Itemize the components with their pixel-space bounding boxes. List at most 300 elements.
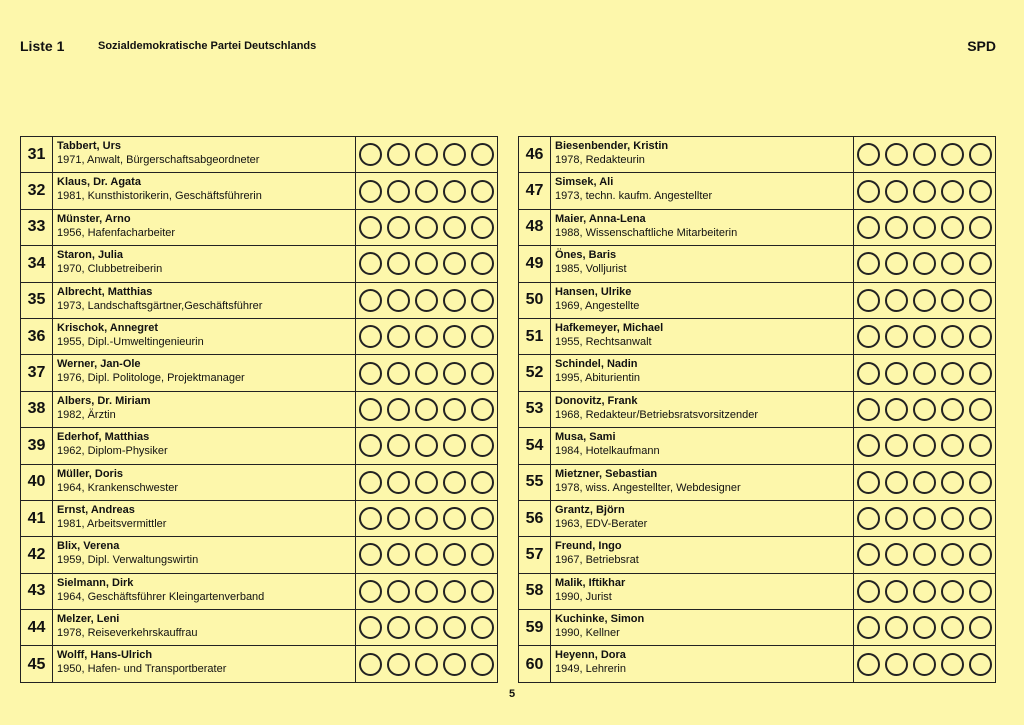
candidate-row <box>21 465 497 501</box>
vote-circles <box>356 319 497 354</box>
vote-circle[interactable] <box>969 362 992 385</box>
candidate-row <box>519 173 995 209</box>
vote-circle[interactable] <box>885 252 908 275</box>
vote-circle[interactable] <box>415 398 438 421</box>
vote-circle[interactable] <box>913 252 936 275</box>
vote-circle[interactable] <box>857 289 880 312</box>
candidate-name: Albrecht, Matthias <box>57 285 153 298</box>
vote-circle[interactable] <box>913 216 936 239</box>
candidate-info <box>53 173 356 208</box>
candidate-name: Freund, Ingo <box>555 540 622 553</box>
vote-circles <box>854 283 995 318</box>
vote-circles <box>356 173 497 208</box>
vote-circle[interactable] <box>415 471 438 494</box>
candidate-name: Müller, Doris <box>57 467 124 480</box>
vote-circle[interactable] <box>885 616 908 639</box>
vote-circles <box>854 173 995 208</box>
candidate-details: 1990, Kellner <box>555 627 620 640</box>
candidate-row <box>519 392 995 428</box>
party-abbreviation: SPD <box>967 38 996 54</box>
vote-circle[interactable] <box>913 543 936 566</box>
candidate-details: 1988, Wissenschaftliche Mitarbeiterin <box>555 226 738 239</box>
vote-circle[interactable] <box>471 398 494 421</box>
vote-circle[interactable] <box>415 543 438 566</box>
vote-circle[interactable] <box>913 616 936 639</box>
candidate-details: 1985, Volljurist <box>555 263 627 276</box>
candidate-number: 47 <box>519 173 551 208</box>
vote-circles <box>854 392 995 427</box>
vote-circle[interactable] <box>885 325 908 348</box>
vote-circle[interactable] <box>471 434 494 457</box>
vote-circle[interactable] <box>471 180 494 203</box>
candidate-number: 53 <box>519 392 551 427</box>
candidate-number: 45 <box>21 646 53 682</box>
vote-circle[interactable] <box>941 180 964 203</box>
vote-circle[interactable] <box>857 471 880 494</box>
candidate-details: 1950, Hafen- und Transportberater <box>57 663 227 676</box>
vote-circle[interactable] <box>471 471 494 494</box>
candidate-name: Malik, Iftikhar <box>555 576 626 589</box>
candidate-details: 1964, Geschäftsführer Kleingartenverband <box>57 590 265 603</box>
vote-circle[interactable] <box>359 362 382 385</box>
candidate-row <box>21 646 497 682</box>
vote-circle[interactable] <box>885 507 908 530</box>
vote-circle[interactable] <box>443 362 466 385</box>
vote-circle[interactable] <box>885 653 908 676</box>
vote-circle[interactable] <box>941 471 964 494</box>
vote-circle[interactable] <box>913 580 936 603</box>
vote-circle[interactable] <box>359 580 382 603</box>
candidate-name: Schindel, Nadin <box>555 358 638 371</box>
vote-circle[interactable] <box>359 398 382 421</box>
vote-circles <box>854 246 995 281</box>
vote-circle[interactable] <box>359 543 382 566</box>
vote-circle[interactable] <box>387 507 410 530</box>
vote-circle[interactable] <box>471 507 494 530</box>
candidate-number: 44 <box>21 610 53 645</box>
candidate-details: 1970, Clubbetreiberin <box>57 263 163 276</box>
candidate-details: 1964, Krankenschwester <box>57 481 179 494</box>
candidate-row <box>519 319 995 355</box>
vote-circles <box>356 283 497 318</box>
vote-circle[interactable] <box>857 216 880 239</box>
vote-circle[interactable] <box>415 252 438 275</box>
vote-circles <box>356 428 497 463</box>
vote-circle[interactable] <box>415 362 438 385</box>
candidate-row <box>519 137 995 173</box>
candidate-details: 1969, Angestellte <box>555 299 640 312</box>
candidate-info <box>53 392 356 427</box>
vote-circle[interactable] <box>913 143 936 166</box>
vote-circle[interactable] <box>415 507 438 530</box>
vote-circle[interactable] <box>471 543 494 566</box>
candidate-info <box>551 355 854 390</box>
vote-circle[interactable] <box>359 216 382 239</box>
vote-circle[interactable] <box>359 507 382 530</box>
candidate-row <box>21 610 497 646</box>
candidate-name: Krischok, Annegret <box>57 321 159 334</box>
candidate-name: Simsek, Ali <box>555 176 614 189</box>
vote-circle[interactable] <box>471 289 494 312</box>
vote-circle[interactable] <box>941 616 964 639</box>
vote-circle[interactable] <box>857 653 880 676</box>
vote-circle[interactable] <box>471 616 494 639</box>
vote-circle[interactable] <box>443 507 466 530</box>
candidate-info <box>53 246 356 281</box>
vote-circles <box>356 537 497 572</box>
candidate-row <box>21 210 497 246</box>
vote-circle[interactable] <box>941 507 964 530</box>
vote-circles <box>854 210 995 245</box>
vote-circle[interactable] <box>443 543 466 566</box>
candidate-name: Mietzner, Sebastian <box>555 467 658 480</box>
candidate-row <box>21 246 497 282</box>
candidate-table-right <box>518 136 996 683</box>
vote-circle[interactable] <box>941 325 964 348</box>
candidate-name: Ernst, Andreas <box>57 503 135 516</box>
vote-circle[interactable] <box>359 653 382 676</box>
candidate-details: 1949, Lehrerin <box>555 663 626 676</box>
candidate-info <box>551 137 854 172</box>
candidate-info <box>53 355 356 390</box>
candidate-name: Musa, Sami <box>555 431 616 444</box>
vote-circles <box>356 574 497 609</box>
candidate-number: 38 <box>21 392 53 427</box>
party-name: Sozialdemokratische Partei Deutschlands <box>98 40 317 52</box>
vote-circles <box>356 465 497 500</box>
vote-circle[interactable] <box>857 398 880 421</box>
candidate-name: Hafkemeyer, Michael <box>555 321 664 334</box>
candidate-info <box>53 465 356 500</box>
vote-circle[interactable] <box>415 580 438 603</box>
candidate-info <box>551 210 854 245</box>
candidate-details: 1971, Anwalt, Bürgerschaftsabgeordneter <box>57 154 260 166</box>
candidate-row <box>21 537 497 573</box>
candidate-name: Blix, Verena <box>57 540 120 553</box>
candidate-name: Heyenn, Dora <box>555 649 626 662</box>
candidate-name: Tabbert, Urs <box>57 140 121 152</box>
candidate-name: Wolff, Hans-Ulrich <box>57 649 153 662</box>
candidate-name: Klaus, Dr. Agata <box>57 176 141 189</box>
vote-circle[interactable] <box>387 580 410 603</box>
candidate-info <box>53 537 356 572</box>
candidate-details: 1973, techn. kaufm. Angestellter <box>555 190 713 203</box>
vote-circle[interactable] <box>387 252 410 275</box>
vote-circle[interactable] <box>471 362 494 385</box>
vote-circle[interactable] <box>387 289 410 312</box>
vote-circle[interactable] <box>857 362 880 385</box>
candidate-number: 49 <box>519 246 551 281</box>
vote-circles <box>854 319 995 354</box>
candidate-number: 36 <box>21 319 53 354</box>
vote-circle[interactable] <box>969 143 992 166</box>
vote-circle[interactable] <box>913 653 936 676</box>
vote-circle[interactable] <box>415 180 438 203</box>
candidate-number: 57 <box>519 537 551 572</box>
vote-circle[interactable] <box>969 180 992 203</box>
vote-circle[interactable] <box>969 653 992 676</box>
vote-circle[interactable] <box>857 325 880 348</box>
candidate-details: 1981, Arbeitsvermittler <box>57 517 167 530</box>
candidate-number: 55 <box>519 465 551 500</box>
vote-circle[interactable] <box>857 143 880 166</box>
vote-circle[interactable] <box>885 471 908 494</box>
candidate-row <box>519 210 995 246</box>
vote-circle[interactable] <box>415 653 438 676</box>
candidate-info <box>551 246 854 281</box>
candidate-info <box>53 428 356 463</box>
candidate-details: 1955, Dipl.-Umweltingenieurin <box>57 335 204 348</box>
vote-circle[interactable] <box>969 216 992 239</box>
ballot-header <box>20 38 996 56</box>
vote-circle[interactable] <box>941 216 964 239</box>
candidate-number: 56 <box>519 501 551 536</box>
vote-circle[interactable] <box>387 398 410 421</box>
vote-circle[interactable] <box>969 616 992 639</box>
vote-circle[interactable] <box>387 325 410 348</box>
vote-circle[interactable] <box>415 434 438 457</box>
vote-circles <box>854 355 995 390</box>
vote-circle[interactable] <box>913 434 936 457</box>
candidate-details: 1955, Rechtsanwalt <box>555 335 652 348</box>
vote-circle[interactable] <box>885 434 908 457</box>
vote-circle[interactable] <box>359 325 382 348</box>
vote-circle[interactable] <box>415 616 438 639</box>
candidate-number: 50 <box>519 283 551 318</box>
vote-circle[interactable] <box>415 143 438 166</box>
vote-circles <box>854 501 995 536</box>
vote-circle[interactable] <box>443 289 466 312</box>
vote-circle[interactable] <box>941 434 964 457</box>
vote-circle[interactable] <box>857 580 880 603</box>
candidate-details: 1995, Abiturientin <box>555 372 641 385</box>
vote-circles <box>356 610 497 645</box>
candidate-row <box>519 428 995 464</box>
vote-circle[interactable] <box>387 362 410 385</box>
vote-circle[interactable] <box>443 180 466 203</box>
candidate-details: 1990, Jurist <box>555 590 612 603</box>
vote-circle[interactable] <box>359 143 382 166</box>
vote-circle[interactable] <box>443 580 466 603</box>
candidate-row <box>21 319 497 355</box>
candidate-info <box>551 574 854 609</box>
vote-circle[interactable] <box>471 653 494 676</box>
candidate-info <box>551 537 854 572</box>
vote-circle[interactable] <box>941 653 964 676</box>
vote-circles <box>854 610 995 645</box>
vote-circle[interactable] <box>857 543 880 566</box>
vote-circle[interactable] <box>941 362 964 385</box>
vote-circle[interactable] <box>857 252 880 275</box>
candidate-details: 1978, Reiseverkehrskauffrau <box>57 627 198 640</box>
vote-circle[interactable] <box>387 543 410 566</box>
vote-circle[interactable] <box>969 543 992 566</box>
candidate-row <box>519 246 995 282</box>
vote-circle[interactable] <box>885 580 908 603</box>
vote-circle[interactable] <box>885 216 908 239</box>
candidate-name: Melzer, Leni <box>57 613 120 626</box>
candidate-number: 33 <box>21 210 53 245</box>
candidate-row <box>519 355 995 391</box>
vote-circle[interactable] <box>941 398 964 421</box>
vote-circle[interactable] <box>885 289 908 312</box>
vote-circles <box>854 137 995 172</box>
candidate-details: 1967, Betriebsrat <box>555 554 639 567</box>
candidate-name: Grantz, Björn <box>555 503 625 516</box>
vote-circle[interactable] <box>359 252 382 275</box>
vote-circle[interactable] <box>857 180 880 203</box>
candidate-row <box>519 465 995 501</box>
vote-circle[interactable] <box>359 616 382 639</box>
candidate-row <box>21 137 497 173</box>
vote-circle[interactable] <box>857 434 880 457</box>
vote-circle[interactable] <box>969 580 992 603</box>
vote-circle[interactable] <box>885 543 908 566</box>
vote-circle[interactable] <box>969 252 992 275</box>
vote-circle[interactable] <box>359 471 382 494</box>
vote-circle[interactable] <box>415 289 438 312</box>
candidate-number: 51 <box>519 319 551 354</box>
vote-circle[interactable] <box>415 325 438 348</box>
vote-circle[interactable] <box>359 289 382 312</box>
vote-circle[interactable] <box>913 362 936 385</box>
vote-circle[interactable] <box>941 143 964 166</box>
candidate-name: Sielmann, Dirk <box>57 576 134 589</box>
vote-circle[interactable] <box>443 143 466 166</box>
candidate-row <box>519 283 995 319</box>
vote-circle[interactable] <box>387 616 410 639</box>
candidate-details: 1976, Dipl. Politologe, Projektmanager <box>57 372 245 385</box>
candidate-info <box>53 210 356 245</box>
candidate-info <box>551 319 854 354</box>
candidate-info <box>551 646 854 682</box>
candidate-details: 1968, Redakteur/Betriebsratsvorsitzender <box>555 408 758 421</box>
candidate-name: Werner, Jan-Ole <box>57 358 141 371</box>
vote-circle[interactable] <box>941 252 964 275</box>
candidate-name: Önes, Baris <box>555 249 617 262</box>
vote-circle[interactable] <box>857 616 880 639</box>
vote-circles <box>356 246 497 281</box>
candidate-details: 1978, Redakteurin <box>555 154 645 166</box>
vote-circle[interactable] <box>443 325 466 348</box>
candidate-number: 58 <box>519 574 551 609</box>
vote-circle[interactable] <box>387 471 410 494</box>
vote-circle[interactable] <box>885 362 908 385</box>
vote-circles <box>854 574 995 609</box>
candidate-details: 1959, Dipl. Verwaltungswirtin <box>57 554 199 567</box>
vote-circle[interactable] <box>913 289 936 312</box>
candidate-row <box>21 574 497 610</box>
vote-circle[interactable] <box>443 653 466 676</box>
candidate-row <box>519 574 995 610</box>
vote-circle[interactable] <box>359 434 382 457</box>
vote-circle[interactable] <box>471 252 494 275</box>
vote-circles <box>356 355 497 390</box>
candidate-table-left <box>20 136 498 683</box>
candidate-row <box>21 173 497 209</box>
vote-circle[interactable] <box>471 143 494 166</box>
vote-circle[interactable] <box>913 507 936 530</box>
vote-circle[interactable] <box>387 180 410 203</box>
vote-circle[interactable] <box>969 289 992 312</box>
vote-circle[interactable] <box>443 398 466 421</box>
candidate-info <box>53 501 356 536</box>
vote-circle[interactable] <box>443 616 466 639</box>
vote-circles <box>356 501 497 536</box>
candidate-details: 1984, Hotelkaufmann <box>555 445 660 458</box>
candidate-info <box>53 610 356 645</box>
vote-circle[interactable] <box>387 653 410 676</box>
candidate-name: Münster, Arno <box>57 212 131 225</box>
vote-circles <box>854 465 995 500</box>
vote-circle[interactable] <box>941 580 964 603</box>
candidate-name: Ederhof, Matthias <box>57 431 150 444</box>
candidate-info <box>551 610 854 645</box>
candidate-name: Biesenbender, Kristin <box>555 140 669 152</box>
vote-circle[interactable] <box>913 325 936 348</box>
vote-circle[interactable] <box>471 216 494 239</box>
vote-circle[interactable] <box>443 434 466 457</box>
candidate-name: Donovitz, Frank <box>555 394 638 407</box>
list-label: Liste 1 <box>20 38 65 54</box>
vote-circle[interactable] <box>913 180 936 203</box>
candidate-details: 1962, Diplom-Physiker <box>57 445 168 458</box>
vote-circles <box>854 646 995 682</box>
vote-circles <box>356 646 497 682</box>
vote-circle[interactable] <box>415 216 438 239</box>
vote-circle[interactable] <box>359 180 382 203</box>
vote-circle[interactable] <box>941 289 964 312</box>
candidate-row <box>21 428 497 464</box>
vote-circle[interactable] <box>969 434 992 457</box>
candidate-number: 37 <box>21 355 53 390</box>
candidate-number: 39 <box>21 428 53 463</box>
candidate-number: 60 <box>519 646 551 682</box>
vote-circle[interactable] <box>443 216 466 239</box>
candidate-number: 59 <box>519 610 551 645</box>
vote-circle[interactable] <box>387 434 410 457</box>
vote-circle[interactable] <box>969 507 992 530</box>
vote-circle[interactable] <box>471 325 494 348</box>
vote-circles <box>854 428 995 463</box>
candidate-number: 31 <box>21 137 53 172</box>
vote-circle[interactable] <box>885 180 908 203</box>
candidate-number: 42 <box>21 537 53 572</box>
candidate-info <box>551 283 854 318</box>
vote-circle[interactable] <box>913 471 936 494</box>
vote-circle[interactable] <box>969 471 992 494</box>
vote-circle[interactable] <box>885 143 908 166</box>
vote-circle[interactable] <box>941 543 964 566</box>
candidate-info <box>551 501 854 536</box>
candidate-row <box>21 283 497 319</box>
candidate-info <box>53 137 356 172</box>
vote-circle[interactable] <box>969 398 992 421</box>
candidate-row <box>519 537 995 573</box>
vote-circle[interactable] <box>969 325 992 348</box>
vote-circle[interactable] <box>885 398 908 421</box>
candidate-number: 52 <box>519 355 551 390</box>
vote-circle[interactable] <box>857 507 880 530</box>
vote-circle[interactable] <box>443 252 466 275</box>
vote-circle[interactable] <box>471 580 494 603</box>
candidate-info <box>551 392 854 427</box>
candidate-number: 43 <box>21 574 53 609</box>
vote-circle[interactable] <box>443 471 466 494</box>
vote-circle[interactable] <box>913 398 936 421</box>
vote-circle[interactable] <box>387 143 410 166</box>
vote-circle[interactable] <box>387 216 410 239</box>
